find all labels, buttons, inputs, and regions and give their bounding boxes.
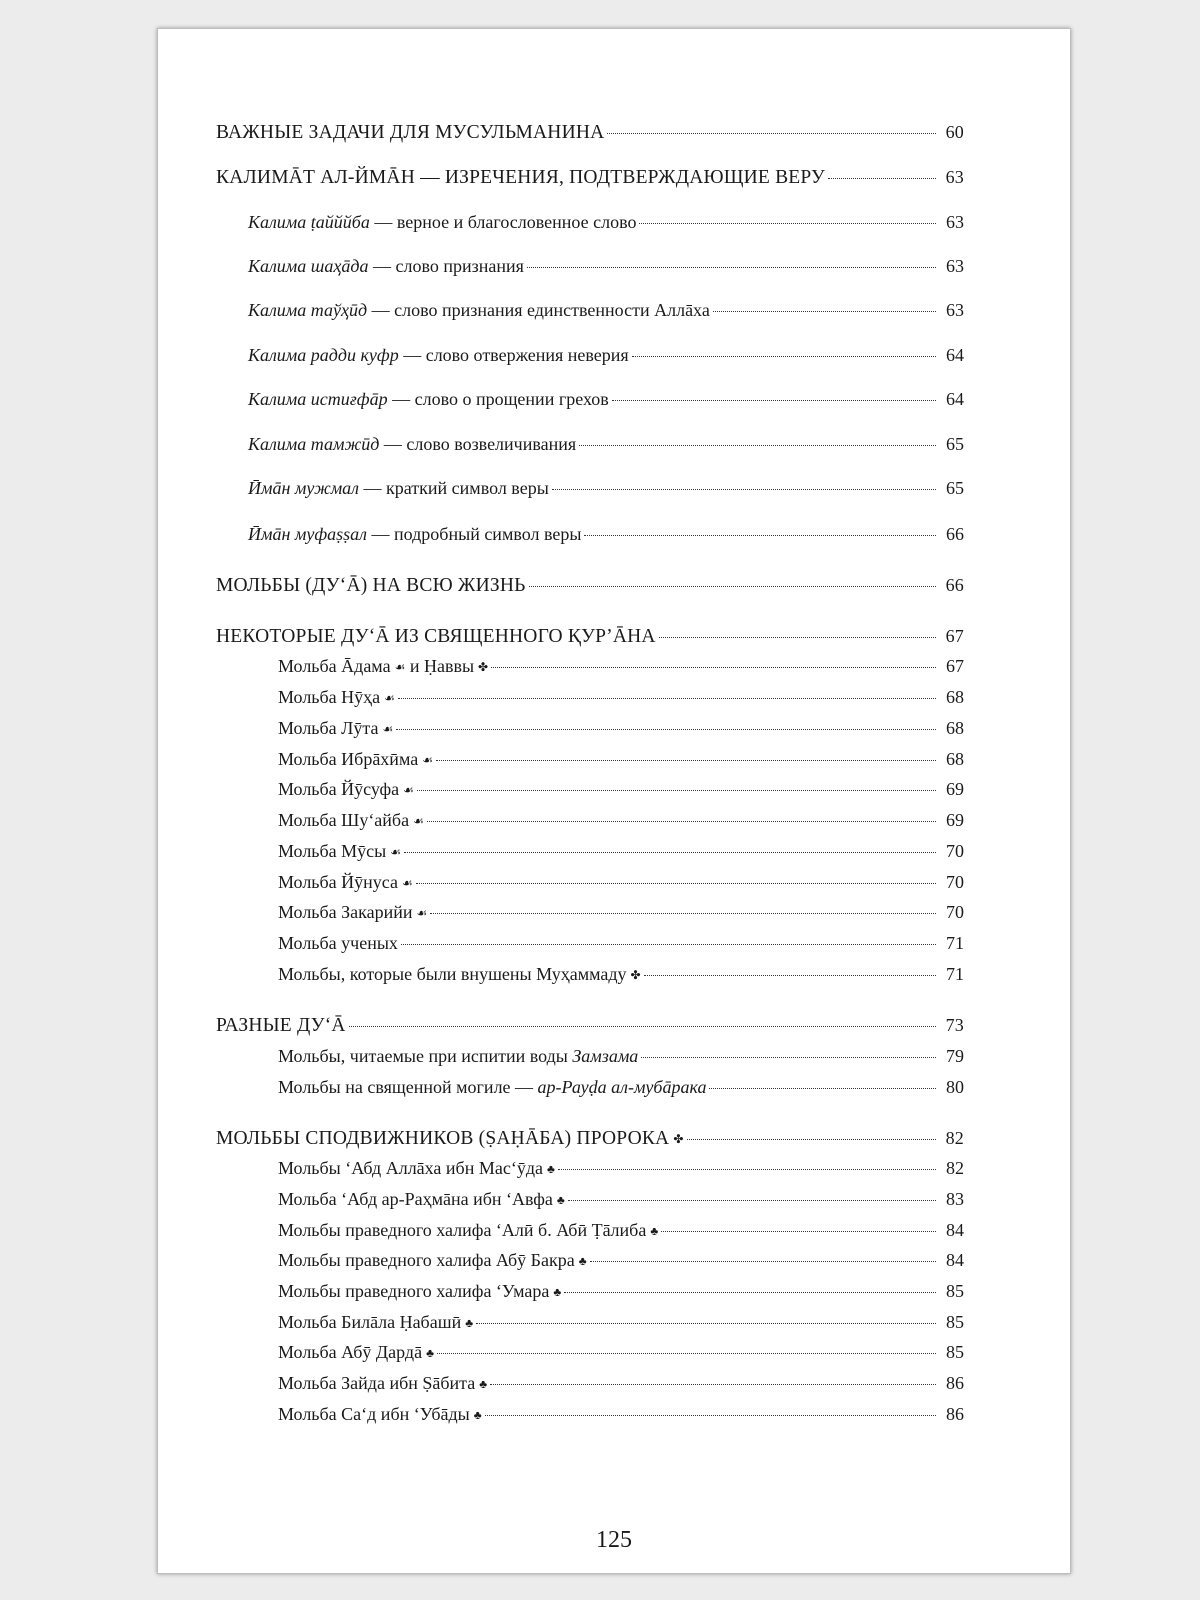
dot-leader [644, 975, 936, 976]
toc-entry-text: Мольбы, читаемые при испитии воды [278, 1046, 573, 1066]
toc-entry[interactable] [216, 256, 964, 277]
toc-entry-title [278, 779, 414, 800]
dot-leader [529, 586, 936, 587]
dot-leader [632, 356, 936, 357]
dot-leader [396, 729, 936, 730]
toc-entry-title [278, 1342, 434, 1363]
toc-entry-italic-term: Калима ṭайййба [248, 212, 370, 232]
honorific-mark-icon: ☙ [402, 876, 413, 890]
toc-entry-page-number: 73 [945, 1015, 964, 1035]
dot-leader [427, 821, 936, 822]
toc-entry-page-number: 71 [946, 964, 964, 984]
toc-entry-title [278, 656, 488, 677]
toc-entry[interactable] [216, 1342, 964, 1363]
toc-entry-page-number: 85 [946, 1281, 964, 1301]
toc-entry-page-number: 79 [946, 1046, 964, 1066]
toc-entry[interactable] [216, 749, 964, 770]
toc-entry-text: Мольба Йӯсуфа [278, 779, 400, 799]
toc-entry-text: ВАЖНЫЕ ЗАДАЧИ ДЛЯ МУСУЛЬМАНИНА [216, 122, 605, 143]
toc-entry-text: — слово отвержения неверия [398, 345, 629, 365]
toc-entry[interactable] [216, 1250, 964, 1271]
toc-entry-page-number: 84 [946, 1250, 964, 1270]
dot-leader [416, 883, 936, 884]
toc-entry-text: Мольба Зайда ибн Ṣāбита [278, 1373, 476, 1393]
toc-entry-page-number: 67 [946, 656, 964, 676]
honorific-mark-icon: ♣ [473, 1408, 482, 1422]
toc-entry-text: — слово о прощении грехов [387, 389, 609, 409]
toc-entry[interactable] [216, 718, 964, 739]
toc-entry-page-number: 65 [946, 478, 964, 498]
book-page [157, 28, 1071, 1574]
toc-entry-text: Мольба Шу‘айба [278, 810, 410, 830]
dot-leader [564, 1292, 936, 1293]
toc-entry-text: Мольба Ибрāхӣма [278, 749, 419, 769]
toc-entry[interactable] [216, 1312, 964, 1333]
toc-entry-title [248, 256, 524, 277]
toc-entry-page-number: 63 [945, 167, 964, 187]
toc-entry[interactable] [216, 687, 964, 708]
dot-leader [661, 1231, 936, 1232]
honorific-mark-icon: ☙ [422, 753, 433, 767]
toc-entry[interactable] [216, 964, 964, 985]
toc-entry-page-number: 85 [946, 1312, 964, 1332]
toc-entry[interactable] [216, 478, 964, 499]
toc-entry-title [248, 345, 629, 366]
toc-entry-text: Мольбы ‘Абд Аллāха ибн Мас‘ӯда [278, 1158, 543, 1178]
honorific-mark-icon: ♣ [465, 1316, 474, 1330]
toc-entry-page-number: 82 [946, 1158, 964, 1178]
dot-leader [552, 489, 936, 490]
toc-entry-page-number: 64 [946, 345, 964, 365]
honorific-mark-icon: ☙ [416, 906, 428, 920]
toc-entry-title [278, 810, 424, 831]
toc-entry-italic-term: Калима истиғфāр [248, 389, 388, 409]
dot-leader [476, 1323, 936, 1324]
toc-entry[interactable] [216, 1015, 964, 1037]
toc-entry-text: Мольба Абӯ Дардā [278, 1342, 423, 1362]
toc-entry-title [248, 300, 710, 321]
toc-entry-title [216, 626, 656, 648]
dot-leader [430, 913, 936, 914]
toc-entry-page-number: 80 [946, 1077, 964, 1097]
dot-leader [579, 445, 936, 446]
toc-entry-text: НЕКОТОРЫЕ ДУ‘Ā ИЗ СВЯЩЕННОГО ҚУР’ĀНА [216, 626, 656, 647]
honorific-mark-icon: ♣ [578, 1254, 587, 1268]
toc-entry-page-number: 85 [946, 1342, 964, 1362]
dot-leader [401, 944, 936, 945]
toc-entry-title [216, 1015, 346, 1037]
toc-entry-text: Мольбы, которые были внушены Муҳаммаду [278, 964, 627, 984]
honorific-mark-icon: ✤ [478, 660, 489, 674]
dot-leader [713, 311, 936, 312]
honorific-mark-icon: ☙ [413, 814, 424, 828]
toc-entry-page-number: 63 [946, 300, 964, 320]
dot-leader [437, 1353, 936, 1354]
toc-entry-text: Мольба Мӯсы [278, 841, 387, 861]
toc-entry-page-number: 63 [946, 256, 964, 276]
toc-entry-page-number: 68 [946, 687, 964, 707]
page-number: 125 [596, 1527, 632, 1553]
honorific-mark-icon: ☙ [403, 783, 414, 797]
honorific-mark-icon: ♣ [650, 1224, 659, 1238]
toc-entry-italic-term: Калима тамжӣд [248, 434, 380, 454]
toc-entry-title [278, 964, 641, 985]
toc-entry-text: МОЛЬБЫ СПОДВИЖНИКОВ (ṢАḤĀБА) ПРОРОКА [216, 1128, 670, 1149]
dot-leader [436, 760, 936, 761]
toc-entry[interactable] [216, 122, 964, 144]
toc-entry-title [278, 1158, 555, 1179]
toc-entry-italic-term: Калима радди куфр [248, 345, 399, 365]
toc-entry-italic-term: Ӣмāн муфаṣṣал [248, 524, 368, 544]
toc-entry-italic-term: Калима таўҳӣд [248, 300, 368, 320]
toc-entry-page-number: 84 [946, 1220, 964, 1240]
toc-entry[interactable] [216, 933, 964, 954]
toc-entry-title [216, 1128, 684, 1150]
toc-entry-page-number: 70 [946, 902, 964, 922]
toc-entry-title [278, 749, 433, 770]
toc-entry[interactable] [216, 167, 964, 189]
toc-entry-title [216, 167, 825, 189]
toc-entry-text: Мольба Лӯта [278, 718, 379, 738]
toc-entry-text: — верное и благословенное слово [369, 212, 637, 232]
toc-entry-title [278, 687, 395, 708]
honorific-mark-icon: ✤ [630, 968, 641, 982]
toc-entry-text: и Ḥаввы [405, 656, 475, 676]
toc-entry-text: Мольба Са‘д ибн ‘Убāды [278, 1404, 470, 1424]
toc-entry[interactable] [216, 1077, 964, 1098]
toc-entry-page-number: 82 [945, 1128, 964, 1148]
dot-leader [828, 178, 936, 179]
toc-entry-page-number: 69 [946, 810, 964, 830]
toc-entry-text: Мольба Нӯҳа [278, 687, 381, 707]
toc-entry-page-number: 68 [946, 718, 964, 738]
dot-leader [349, 1026, 936, 1027]
honorific-mark-icon: ☙ [382, 722, 394, 736]
dot-leader [568, 1200, 936, 1201]
dot-leader [490, 1384, 936, 1385]
toc-entry-title [278, 1404, 482, 1425]
honorific-mark-icon: ♣ [479, 1377, 488, 1391]
honorific-mark-icon: ♣ [546, 1162, 555, 1176]
toc-entry-title [278, 718, 393, 739]
dot-leader [485, 1415, 936, 1416]
toc-entry-title [216, 575, 526, 597]
toc-entry[interactable] [216, 626, 964, 648]
dot-leader [527, 267, 936, 268]
toc-entry-title [248, 389, 609, 410]
honorific-mark-icon: ☙ [390, 845, 402, 859]
toc-entry-title [278, 1312, 473, 1333]
toc-entry-title [278, 1189, 565, 1210]
toc-entry[interactable] [216, 434, 964, 455]
toc-entry-title [278, 1220, 658, 1241]
toc-entry[interactable] [216, 656, 964, 677]
toc-entry-title [278, 1250, 587, 1271]
toc-entry-title [278, 872, 413, 893]
toc-entry[interactable] [216, 1046, 964, 1067]
toc-entry-text: Мольба ученых [278, 933, 398, 953]
toc-entry-page-number: 65 [946, 434, 964, 454]
toc-entry[interactable] [216, 1404, 964, 1425]
toc-entry-text: Мольба Āдама [278, 656, 391, 676]
toc-entry[interactable] [216, 902, 964, 923]
honorific-mark-icon: ♣ [553, 1285, 562, 1299]
toc-entry-title [278, 841, 401, 862]
toc-entry-title [278, 1046, 638, 1067]
toc-entry[interactable] [216, 389, 964, 410]
toc-entry[interactable] [216, 300, 964, 321]
toc-entry-italic-term: ар-Рауḍа ал-мубāрака [537, 1077, 707, 1097]
toc-entry[interactable] [216, 1373, 964, 1394]
toc-entry-page-number: 86 [946, 1373, 964, 1393]
toc-entry-text: — подробный символ веры [367, 524, 582, 544]
dot-leader [709, 1088, 936, 1089]
dot-leader [584, 535, 936, 536]
toc-entry-page-number: 66 [946, 524, 964, 544]
toc-entry-text: — краткий символ веры [359, 478, 549, 498]
toc-entry-title [216, 122, 604, 144]
dot-leader [687, 1139, 936, 1140]
toc-entry[interactable] [216, 1128, 964, 1150]
honorific-mark-icon: ♣ [556, 1193, 565, 1207]
toc-entry-text: Мольба Билāла Ḥабашӣ [278, 1312, 462, 1332]
dot-leader [639, 223, 936, 224]
toc-entry-page-number: 68 [946, 749, 964, 769]
toc-entry-title [278, 902, 427, 923]
toc-entry-page-number: 60 [945, 122, 964, 142]
toc-entry-page-number: 71 [946, 933, 964, 953]
toc-entry-page-number: 66 [945, 575, 964, 595]
toc-entry[interactable] [216, 575, 964, 597]
toc-entry-title [248, 434, 576, 455]
toc-entry-text: Мольбы праведного халифа Абӯ Бакра [278, 1250, 575, 1270]
toc-entry-text: Мольбы на священной могиле — [278, 1077, 538, 1097]
dot-leader [612, 400, 936, 401]
toc-entry-text: — слово признания единственности Аллāха [367, 300, 710, 320]
toc-entry-page-number: 64 [946, 389, 964, 409]
dot-leader [398, 698, 936, 699]
honorific-mark-icon: ☙ [394, 660, 406, 674]
honorific-mark-icon: ♣ [426, 1346, 434, 1360]
toc-entry-italic-term: Замзама [572, 1046, 639, 1066]
honorific-mark-icon: ✤ [673, 1132, 684, 1146]
toc-entry-italic-term: Калима шаҳāда [248, 256, 369, 276]
toc-entry-page-number: 70 [946, 841, 964, 861]
toc-entry[interactable] [216, 212, 964, 233]
toc-entry-italic-term: Ӣмāн мужмал [248, 478, 360, 498]
toc-entry-text: — слово признания [368, 256, 524, 276]
toc-entry-page-number: 67 [945, 626, 964, 646]
toc-entry[interactable] [216, 841, 964, 862]
toc-entry[interactable] [216, 1281, 964, 1302]
toc-entry-page-number: 70 [946, 872, 964, 892]
toc-entry[interactable] [216, 779, 964, 800]
toc-entry-text: Мольба ‘Абд ар-Раҳмāна ибн ‘Авфа [278, 1189, 553, 1209]
dot-leader [404, 852, 936, 853]
dot-leader [590, 1261, 936, 1262]
toc-entry-text: МОЛЬБЫ (ДУ‘Ā) НА ВСЮ ЖИЗНЬ [216, 575, 526, 596]
dot-leader [659, 637, 936, 638]
toc-entry[interactable] [216, 524, 964, 545]
toc-entry[interactable] [216, 810, 964, 831]
toc-entry[interactable] [216, 1220, 964, 1241]
dot-leader [607, 133, 936, 134]
toc-entry-page-number: 63 [946, 212, 964, 232]
toc-entry[interactable] [216, 872, 964, 893]
toc-entry-title [248, 524, 581, 545]
toc-entry-text: Мольбы праведного халифа ‘Алӣ б. Абӣ Ṭāлиба [278, 1220, 647, 1240]
dot-leader [641, 1057, 936, 1058]
toc-entry-title [278, 933, 398, 954]
toc-entry-page-number: 69 [946, 779, 964, 799]
toc-entry-title [248, 212, 636, 233]
toc-entry-title [248, 478, 549, 499]
honorific-mark-icon: ☙ [384, 691, 395, 705]
toc-entry[interactable] [216, 1189, 964, 1210]
toc-entry-title [278, 1077, 706, 1098]
dot-leader [417, 790, 936, 791]
toc-entry-text: КАЛИМĀТ АЛ-ЙМĀН — ИЗРЕЧЕНИЯ, ПОДТВЕРЖДАЮЩИЕ ВЕРУ [216, 167, 825, 188]
toc-entry-text: — слово возвеличивания [379, 434, 577, 454]
toc-entry-text: Мольба Йӯнуса [278, 872, 398, 892]
toc-entry-text: Мольбы праведного халифа ‘Умара [278, 1281, 550, 1301]
dot-leader [491, 667, 936, 668]
toc-entry-page-number: 83 [946, 1189, 964, 1209]
toc-entry-text: Мольба Закарийи [278, 902, 413, 922]
toc-entry-title [278, 1373, 487, 1394]
toc-entry-text: РАЗНЫЕ ДУ‘Ā [216, 1015, 346, 1036]
toc-entry[interactable] [216, 345, 964, 366]
toc-entry[interactable] [216, 1158, 964, 1179]
dot-leader [558, 1169, 936, 1170]
toc-entry-title [278, 1281, 561, 1302]
toc-entry-page-number: 86 [946, 1404, 964, 1424]
